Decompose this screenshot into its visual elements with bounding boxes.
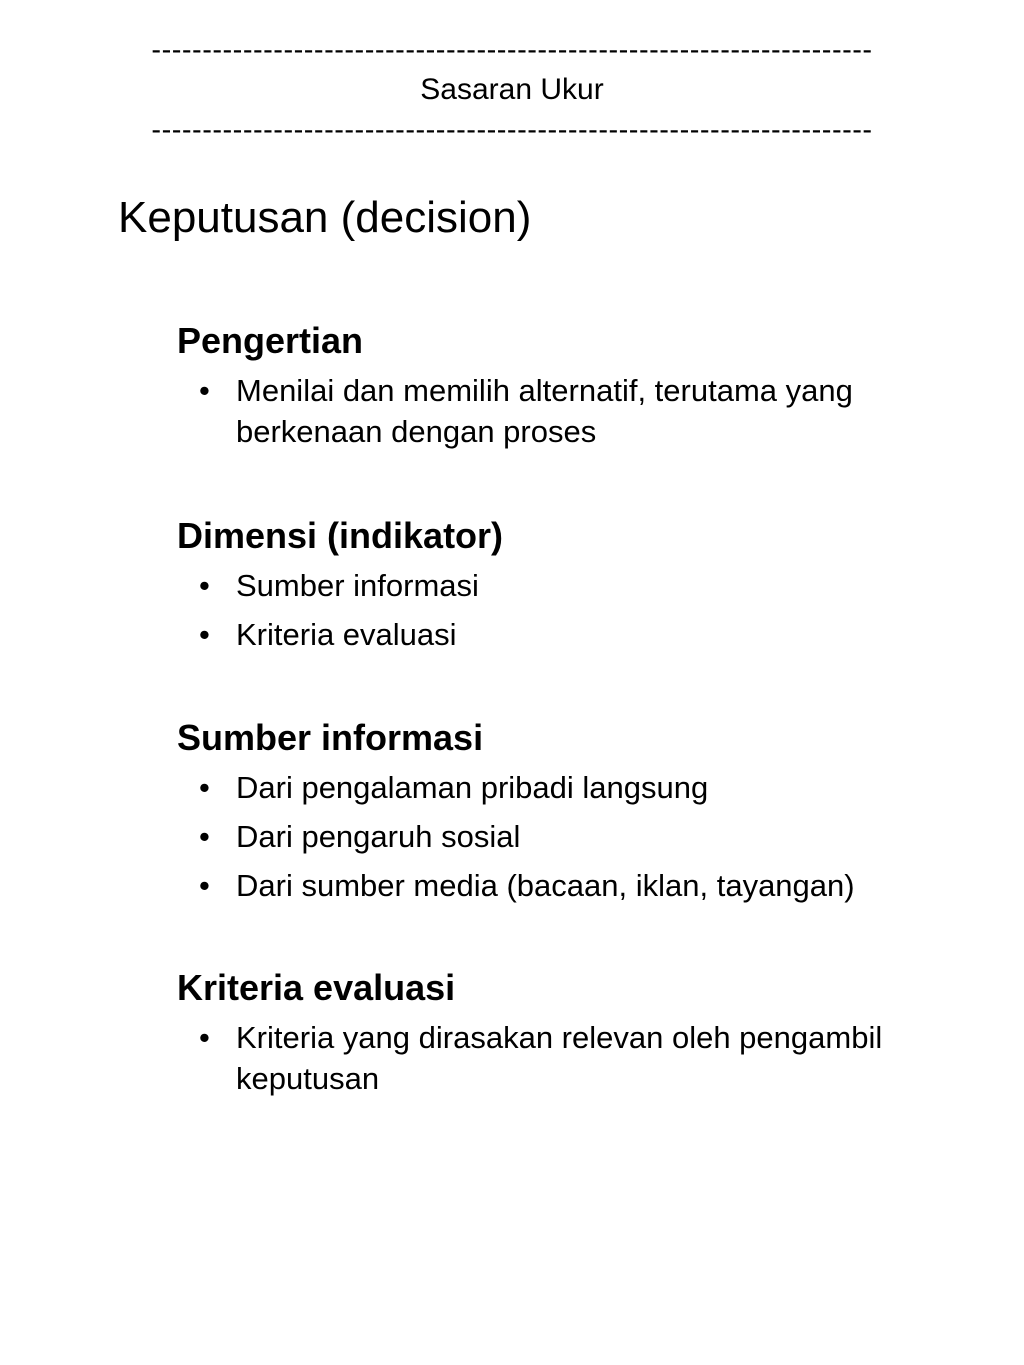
bullet-icon: • bbox=[199, 1020, 210, 1055]
page-title: Keputusan (decision) bbox=[118, 193, 532, 242]
list-item bbox=[177, 816, 977, 857]
list-item-text: Sumber informasi bbox=[236, 568, 479, 603]
list-item-text: Dari pengalaman pribadi langsung bbox=[236, 770, 709, 805]
bullet-icon: • bbox=[199, 868, 210, 903]
section-dimensi bbox=[177, 515, 977, 655]
section-pengertian bbox=[177, 320, 977, 452]
section-heading: Sumber informasi bbox=[177, 717, 484, 758]
list-item bbox=[177, 767, 977, 808]
bullet-icon: • bbox=[199, 770, 210, 805]
bullet-list bbox=[177, 1017, 977, 1099]
list-item bbox=[177, 565, 977, 606]
bullet-list bbox=[177, 767, 977, 906]
list-item bbox=[177, 1017, 1016, 1099]
header-title: Sasaran Ukur bbox=[420, 73, 604, 106]
section-heading: Pengertian bbox=[177, 320, 364, 361]
section-heading: Dimensi (indikator) bbox=[177, 515, 504, 556]
list-item bbox=[177, 865, 977, 906]
bullet-icon: • bbox=[199, 373, 210, 408]
list-item-text: Dari pengaruh sosial bbox=[236, 819, 521, 854]
header-divider-bottom: ----------------------------------------------------------------------- bbox=[151, 114, 873, 146]
section-heading: Kriteria evaluasi bbox=[177, 967, 456, 1008]
list-item-text: Kriteria evaluasi bbox=[236, 617, 457, 652]
section-sumber-informasi bbox=[177, 717, 977, 906]
bullet-list bbox=[177, 565, 977, 655]
list-item-text: Kriteria yang dirasakan relevan oleh pengambil keputusan bbox=[236, 1020, 883, 1096]
list-item-text: Menilai dan memilih alternatif, terutama yang berkenaan dengan proses bbox=[236, 373, 853, 449]
list-item-text: Dari sumber media (bacaan, iklan, tayangan) bbox=[236, 868, 855, 903]
bullet-list bbox=[177, 370, 977, 452]
list-item bbox=[177, 614, 977, 655]
list-item bbox=[177, 370, 976, 452]
section-kriteria-evaluasi bbox=[177, 967, 977, 1099]
header-divider-top: ----------------------------------------------------------------------- bbox=[151, 34, 873, 66]
bullet-icon: • bbox=[199, 617, 210, 652]
bullet-icon: • bbox=[199, 568, 210, 603]
bullet-icon: • bbox=[199, 819, 210, 854]
